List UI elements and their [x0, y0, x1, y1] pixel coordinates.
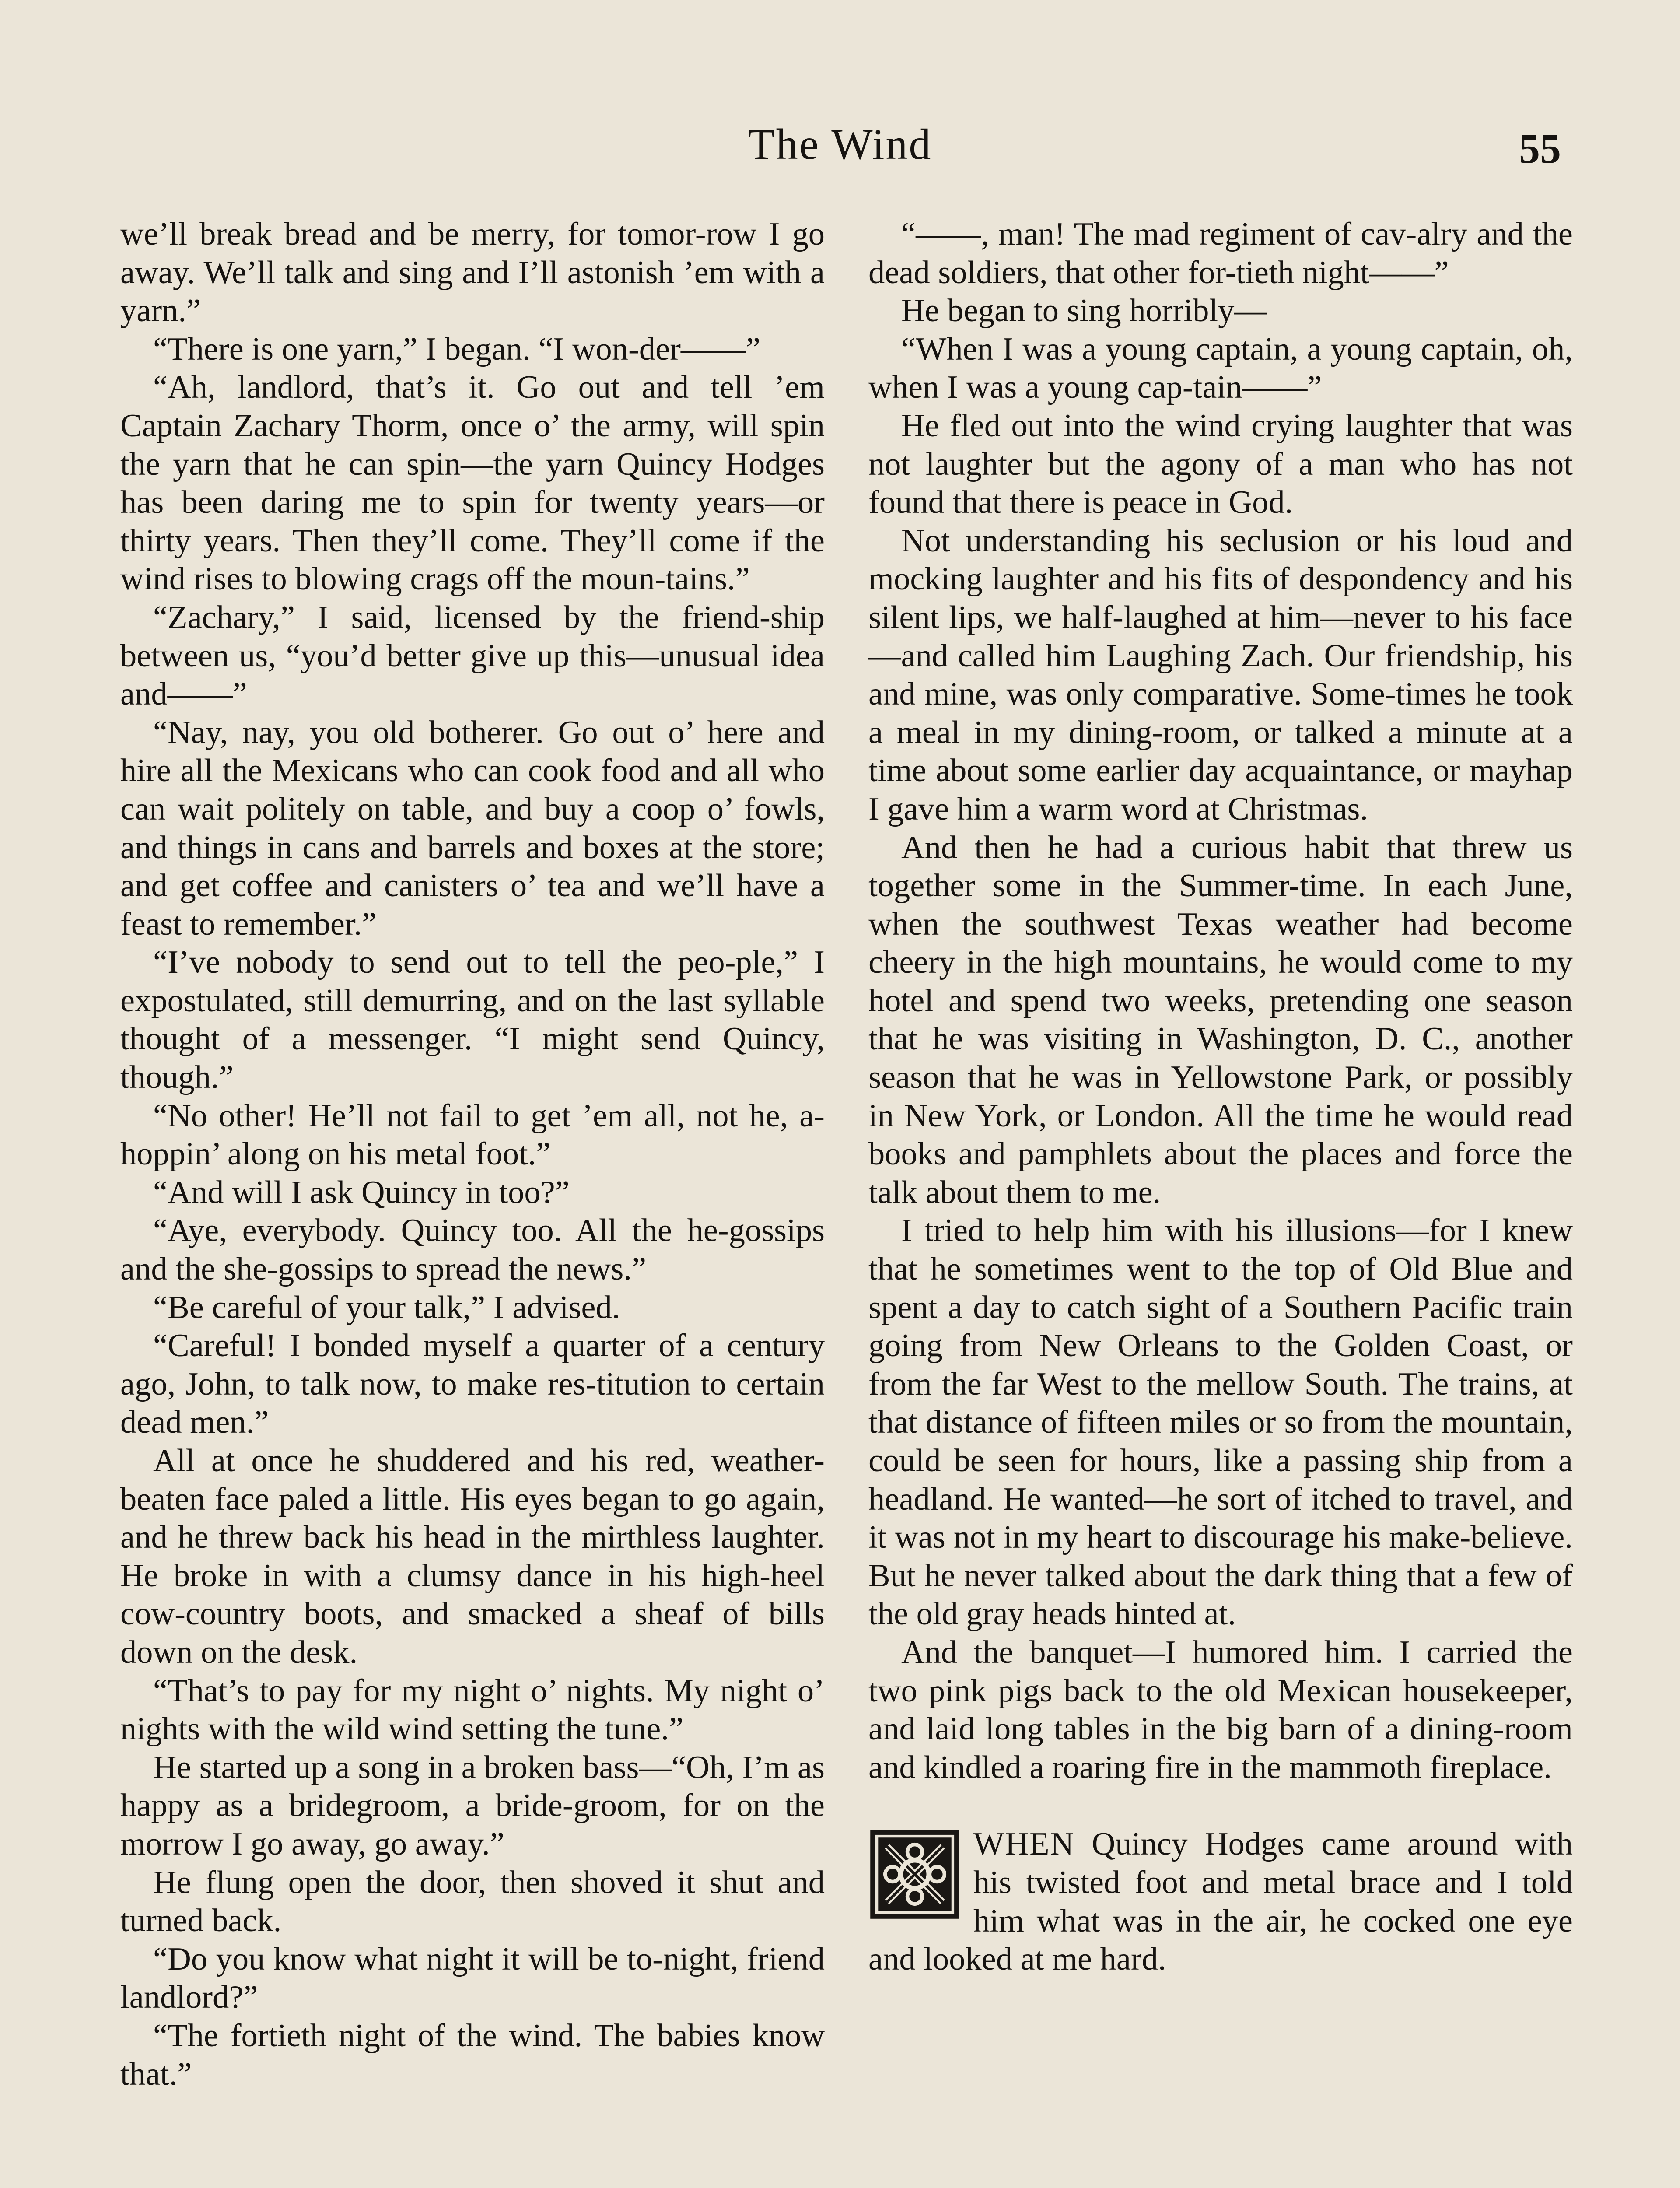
paragraph: “Do you know what night it will be to-night, friend landlord?” [120, 1941, 825, 2016]
paragraph: And then he had a curious habit that threw us together some in the Summer-time. In each June, when the southwest Texas weather had become cheery in the high mountains, he would come to my hotel and spend two weeks, pretending one season that he was visiting in Washington, D. C., another season that he was in Yellowstone Park, or possibly in New York, or London. All the time he would read books and pamphlets about the places and force the talk about them to me. [868, 829, 1573, 1210]
paragraph: “There is one yarn,” I began. “I won-der——” [153, 331, 760, 367]
paragraph: “——, man! The mad regiment of cav-alry and the dead soldiers, that other for-tieth night——” [868, 216, 1573, 291]
left-column [120, 215, 825, 2093]
paragraph: “Be careful of your talk,” I advised. [153, 1289, 620, 1325]
paragraph: “Ah, landlord, that’s it. Go out and tell ’em Captain Zachary Thorm, once o’ the army, will spin the yarn that he can spin—the yarn Quincy Hodges has been daring me to spin for twenty years—or thirty years. Then they’ll come. They’ll come if the wind rises to blowing crags off the moun-tains.” [120, 369, 825, 597]
paragraph: “The fortieth night of the wind. The babies know that.” [120, 2017, 825, 2092]
section-lead-word: WHEN [973, 1826, 1075, 1862]
paragraph: “No other! He’ll not fail to get ’em all, not he, a-hoppin’ along on his metal foot.” [120, 1098, 825, 1172]
page-number: 55 [1519, 125, 1561, 172]
paragraph: “Aye, everybody. Quincy too. All the he-gossips and the she-gossips to spread the news.” [120, 1213, 825, 1287]
paragraph: He fled out into the wind crying laughter that was not laughter but the agony of a man who has not found that there is peace in God. [868, 407, 1573, 521]
celtic-knot-ornament-icon [868, 1828, 961, 1921]
paragraph: He flung open the door, then shoved it shut and turned back. [120, 1864, 825, 1939]
paragraph: “Zachary,” I said, licensed by the friend-ship between us, “you’d better give up this—unusual idea and——” [120, 599, 825, 712]
paragraph: He started up a song in a broken bass—“Oh, I’m as happy as a bridegroom, a bride-groom, for on the morrow I go away, go away.” [120, 1749, 825, 1862]
paragraph: “And will I ask Quincy in too?” [153, 1174, 570, 1210]
paragraph: “That’s to pay for my night o’ nights. My night o’ nights with the wild wind setting the tune.” [120, 1673, 825, 1747]
right-column [868, 215, 1573, 1979]
section-text: Quincy Hodges came around with his twisted foot and metal brace and I told him what was in the air, he cocked one eye and looked at me hard. [868, 1826, 1573, 1978]
paragraph: Not understanding his seclusion or his loud and mocking laughter and his fits of despondency and his silent lips, we half-laughed at him—never to his face—and called him Laughing Zach. Our friendship, his and mine, was only comparative. Some-times he took a meal in my dining-room, or talked a minute at a time about some earlier day acquaintance, or mayhap I gave him a warm word at Christmas. [868, 522, 1573, 827]
paragraph: we’ll break bread and be merry, for tomor-row I go away. We’ll talk and sing and I’ll astonish ’em with a yarn.” [120, 216, 825, 329]
section-break [868, 1825, 1573, 1978]
paragraph: “Careful! I bonded myself a quarter of a century ago, John, to talk now, to make res-titution to certain dead men.” [120, 1328, 825, 1441]
paragraph: And the banquet—I humored him. I carried the two pink pigs back to the old Mexican housekeeper, and laid long tables in the big barn of a dining-room and kindled a roaring fire in the mammoth fireplace. [868, 1634, 1573, 1785]
paragraph: I tried to help him with his illusions—for I knew that he sometimes went to the top of Old Blue and spent a day to catch sight of a Southern Pacific train going from New Orleans to the Golden Coast, or from the far West to the mellow South. The trains, at that distance of fifteen miles or so from the mountain, could be seen for hours, like a passing ship from a headland. He wanted—he sort of itched to travel, and it was not in my heart to discourage his make-believe. But he never talked about the dark thing that a few of the old gray heads hinted at. [868, 1213, 1573, 1632]
paragraph: “I’ve nobody to send out to tell the peo-ple,” I expostulated, still demurring, and on the last syllable thought of a messenger. “I might send Quincy, though.” [120, 944, 825, 1096]
paragraph: All at once he shuddered and his red, weather-beaten face paled a little. His eyes began to go again, and he threw back his head in the mirthless laughter. He broke in with a clumsy dance in his high-heel cow-country boots, and smacked a sheaf of bills down on the desk. [120, 1443, 825, 1670]
paragraph: “Nay, nay, you old botherer. Go out o’ here and hire all the Mexicans who can cook food and all who can wait politely on table, and buy a coop o’ fowls, and things in cans and barrels and boxes at the store; and get coffee and canisters o’ tea and we’ll have a feast to remember.” [120, 714, 825, 942]
paragraph: He began to sing horribly— [901, 293, 1267, 329]
paragraph: “When I was a young captain, a young captain, oh, when I was a young cap-tain——” [868, 331, 1573, 406]
section-paragraph [868, 1825, 1573, 1978]
running-title: The Wind [748, 120, 932, 168]
